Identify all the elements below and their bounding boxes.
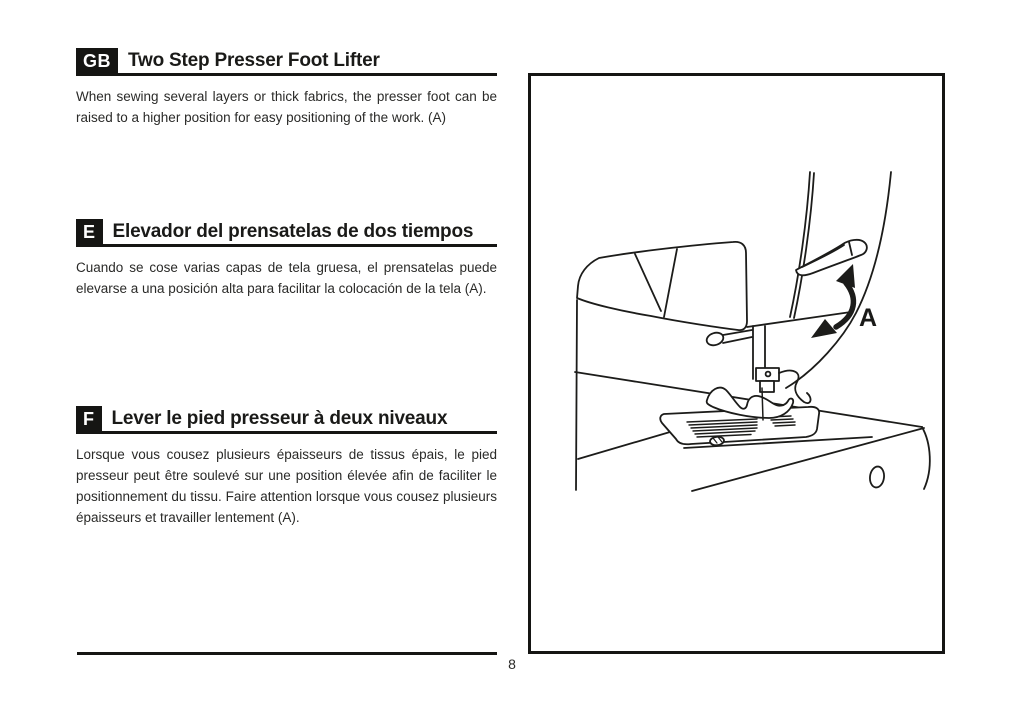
section-title-spanish: Elevador del prensatelas de dos tiempos xyxy=(112,221,474,242)
section-title-english: Two Step Presser Foot Lifter xyxy=(128,50,380,71)
machine-head-cover xyxy=(577,242,747,330)
section-body-english: When sewing several layers or thick fabrics, the presser foot can be raised to a higher position for easy positioning of the work. (A) xyxy=(76,89,497,125)
section-header-french xyxy=(76,406,497,434)
footer-rule xyxy=(77,652,497,655)
section-header-english xyxy=(76,48,497,76)
needle xyxy=(762,388,763,420)
language-badge-e: E xyxy=(76,219,103,244)
section-header-spanish xyxy=(76,219,497,247)
sewing-machine-illustration xyxy=(531,76,942,651)
foot-release-lever xyxy=(779,371,811,403)
illustration-frame xyxy=(528,73,945,654)
language-badge-gb: GB xyxy=(76,48,118,73)
section-english xyxy=(76,48,497,128)
thread-cutter-knob xyxy=(705,330,752,347)
section-title-french: Lever le pied presseur à deux niveaux xyxy=(111,408,448,429)
section-spanish xyxy=(76,219,497,299)
section-french xyxy=(76,406,497,528)
bed-hole xyxy=(869,466,885,489)
arrow-label-a: A xyxy=(859,304,878,332)
section-body-french: Lorsque vous cousez plusieurs épaisseurs de tissus épais, le pied presseur peut être soulevé sur une position élevée afin de faciliter le positionnement du tissu. Faire attention lorsque vous cousez plusieurs épaisseurs et travailler lentement (A). xyxy=(76,447,497,525)
page-number: 8 xyxy=(508,656,516,672)
plate-screw xyxy=(710,436,725,446)
language-badge-f: F xyxy=(76,406,102,431)
section-body-spanish: Cuando se cose varias capas de tela gruesa, el prensatelas puede elevarse a una posición alta para facilitar la colocación de la tela (A). xyxy=(76,260,497,296)
machine-arm xyxy=(747,172,891,388)
